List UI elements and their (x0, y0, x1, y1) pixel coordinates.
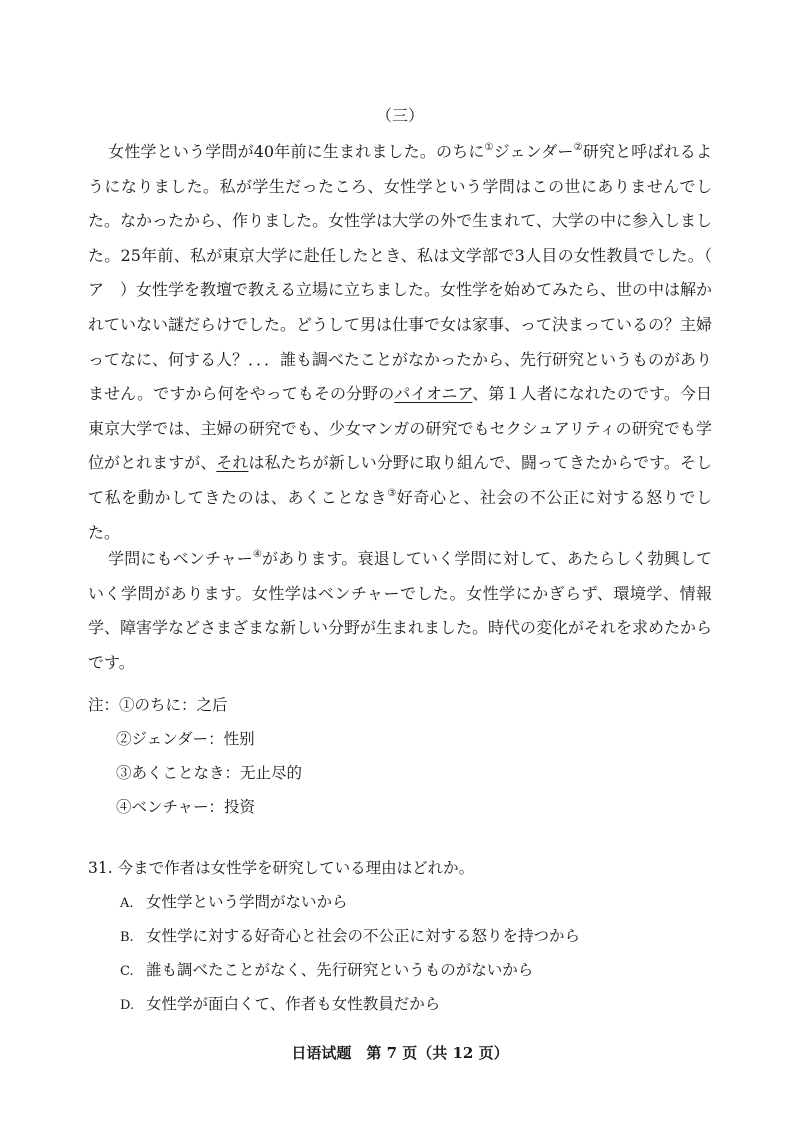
option-text: 女性学という学問がないから (146, 893, 348, 911)
note-item: ②ジェンダー：性别 (116, 730, 255, 748)
option-letter: A. (120, 896, 134, 911)
text-segment: 女性学という学問が40年前に生まれました。のちに (108, 142, 485, 161)
footnote-marker: ③ (387, 487, 397, 499)
question-31 (88, 851, 580, 1021)
question-stem: 31. 今まで作者は女性学を研究している理由はどれか。 (88, 859, 475, 877)
option-text: 女性学が面白くて、作者も女性教員だから (146, 995, 441, 1013)
underlined-term: それ (216, 453, 249, 473)
text-segment: 研究と呼ばれるようになりました。私が学生だったころ、女性学という学問はこの世にありませんでした。なかったから、作りました。女性学は大学の外で生まれて、大学の中に参入しました。25年前、私が東京大学に赴任したとき、私は文学部で3人目の女性教員でした。（ ア ）女性学を教壇で教える立場に立ちました。女性学を始めてみたら、世の中は解かれていない謎だらけでした。どうして男は仕事で女は家事、って決まっているの？主婦ってなに、何する人？．．．誰も調べたことがなかったから、先行研究というものがありません。ですから何をやってもその分野の (88, 142, 729, 404)
footnote-marker: ① (484, 142, 494, 153)
option-text: 誰も調べたことがなく、先行研究というものがないから (146, 961, 534, 979)
option-text: 女性学に対する好奇心と社会の不公正に対する怒りを持つから (146, 927, 581, 945)
option-c (88, 953, 580, 987)
option-letter: D. (120, 998, 135, 1013)
footnote-marker: ② (573, 142, 583, 153)
text-segment: 好奇心と、社会の不公正に対する怒りでした。 (88, 487, 712, 542)
note-item: 注：①のちに：之后 (88, 696, 228, 714)
option-letter: C. (120, 964, 134, 979)
option-d (88, 987, 580, 1021)
passage-paragraph-1 (88, 135, 729, 550)
note-item: ③あくことなき：无止尽的 (116, 764, 303, 782)
option-letter: B. (120, 930, 134, 945)
section-title: （三） (375, 106, 424, 125)
option-b (88, 919, 580, 953)
passage-paragraph-2 (88, 542, 712, 680)
option-a (88, 885, 580, 919)
footnote-marker: ④ (252, 549, 262, 560)
text-segment: ジェンダー (493, 142, 574, 161)
note-item: ④ベンチャー：投资 (116, 798, 256, 816)
text-segment: は私たちが新しい分野に取り組んで、闘ってきたからです。そして私を動かしてきたのは、あくことなき (88, 453, 712, 507)
notes (88, 688, 302, 824)
text-segment: があります。衰退していく学問に対して、あたらしく勃興していく学問があります。女性学はベンチャーでした。女性学にかぎらず、環境学、情報学、障害学などさまざまな新しい分野が生まれました。時代の変化がそれを求めたからです。 (88, 549, 713, 672)
page-footer: 日语试题 第 7 页（共 12 页） (291, 1044, 509, 1062)
underlined-term: パイオニア (394, 384, 473, 404)
text-segment: 学問にもベンチャー (108, 549, 253, 568)
text-segment: 、第１人者になれたのです。今日東京大学では、主婦の研究でも、少女マンガの研究でもセクシュアリティの研究でも学位がとれますが、 (88, 384, 712, 473)
